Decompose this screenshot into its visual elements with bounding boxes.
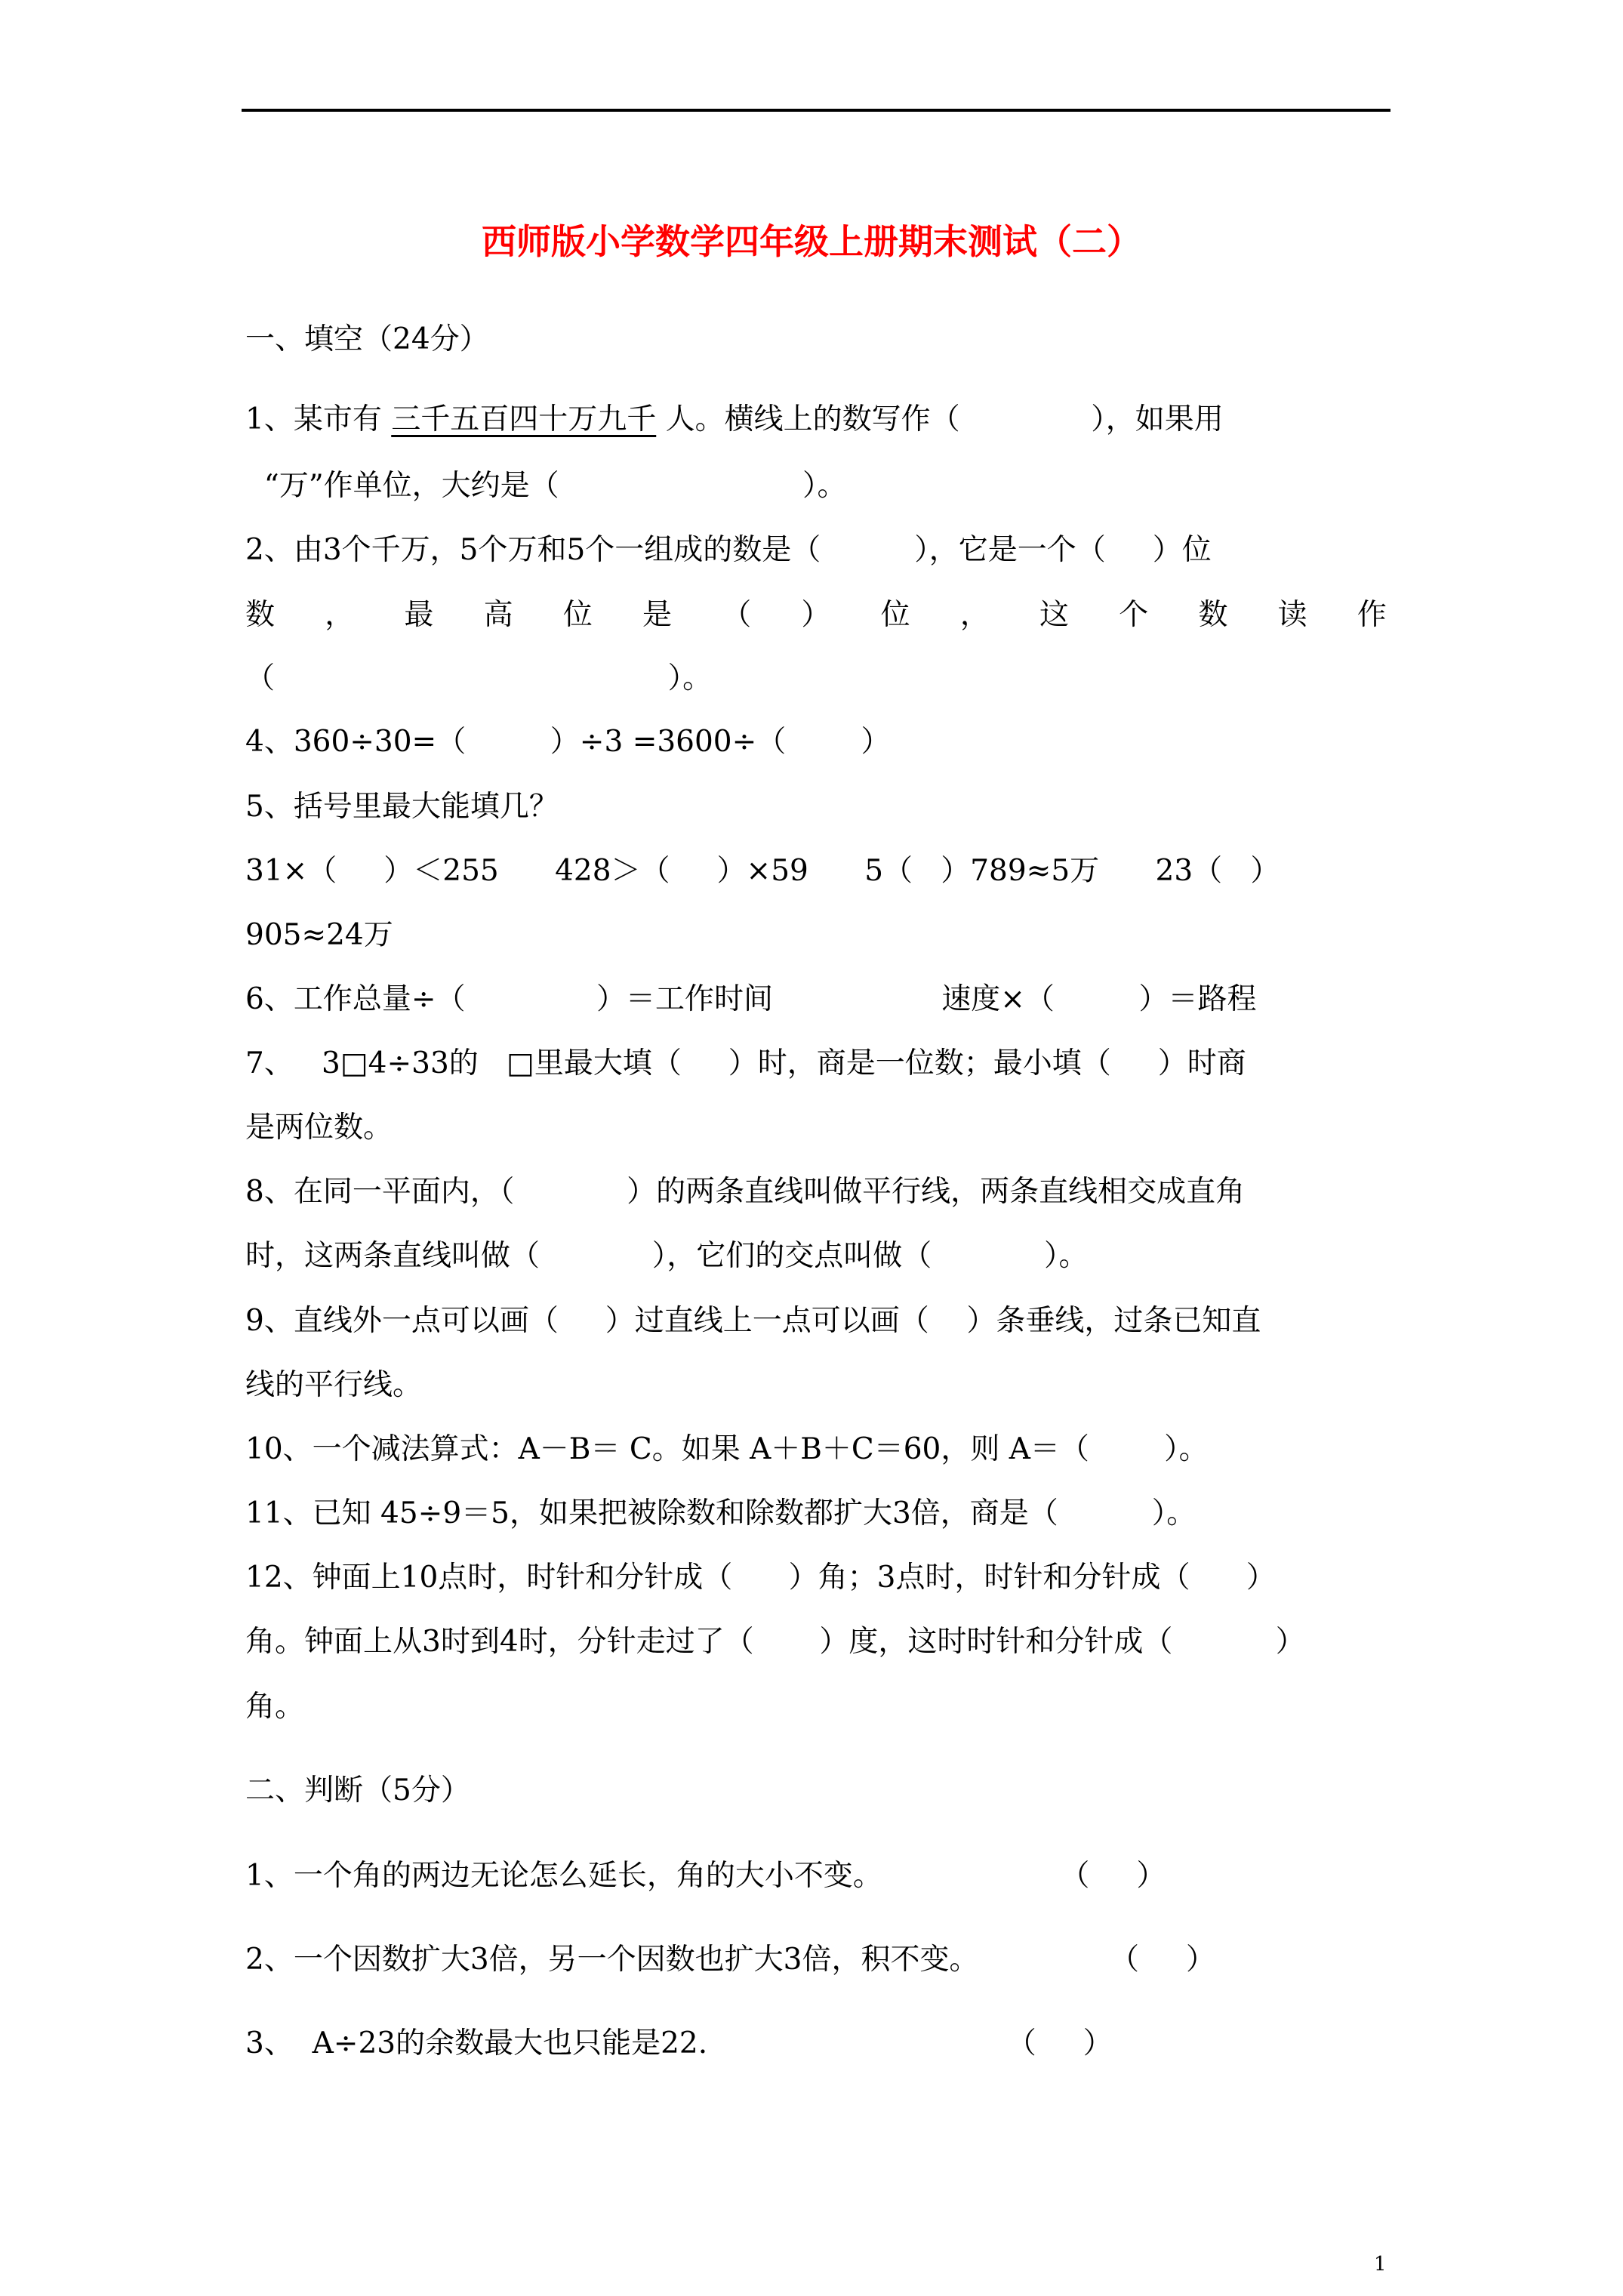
q2-word: ， (959, 598, 990, 632)
q2-word: 最 (404, 598, 434, 632)
question-8-line-2: 时，这两条直线叫做（ ），它们的交点叫做（ ）。 (245, 1239, 1089, 1273)
section-1-heading: 一、填空（24分） (245, 322, 489, 356)
question-7-line-1: 7、 3□4÷33的 □里最大填（ ）时，商是一位数；最小填（ ）时商 (245, 1046, 1246, 1080)
q2-word: （ (722, 598, 752, 632)
q2-word: 这 (1039, 598, 1070, 632)
q2-word: 位 (880, 598, 910, 632)
question-4-line-1: 4、360÷30=（ ）÷3 =3600÷（ ） (245, 725, 891, 759)
page-number: 1 (1374, 2253, 1387, 2276)
question-10-line-1: 10、一个减法算式：A－B＝ C。如果 A＋B＋C＝60，则 A＝（ ）。 (245, 1432, 1209, 1466)
question-12-line-1: 12、钟面上10点时，时针和分针成（ ）角；3点时，时针和分针成（ ） (245, 1561, 1276, 1595)
question-5-line-2: 31×（ ）＜255 428＞（ ）×59 5（ ）789≈5万 23（ ） (245, 854, 1280, 888)
question-1-line-1 (245, 400, 1224, 439)
question-1-prefix: 1、某市有 (245, 402, 392, 436)
judgement-2: 2、一个因数扩大3倍，另一个因数也扩大3倍，积不变。 （ ） (245, 1943, 1215, 1977)
q2-word: 数 (245, 598, 276, 632)
q2-word: 是 (642, 598, 673, 632)
question-11-line-1: 11、已知 45÷9＝5，如果把被除数和除数都扩大3倍，商是（ ）。 (245, 1496, 1196, 1530)
question-1-underlined-number: 三千五百四十万九千 (391, 402, 657, 436)
question-9-line-2: 线的平行线。 (245, 1368, 423, 1402)
question-2-line-2 (245, 596, 1387, 635)
q2-word: 位 (562, 598, 593, 632)
question-5-line-1: 5、括号里最大能填几？ (245, 790, 559, 824)
judgement-1: 1、一个角的两边无论怎么延长，角的大小不变。 （ ） (245, 1859, 1166, 1893)
question-2-line-1: 2、由3个千万，5个万和5个一组成的数是（ ），它是一个（ ）位 (245, 533, 1212, 567)
q2-word: 读 (1277, 598, 1307, 632)
judgement-3: 3、 A÷23的余数最大也只能是22. （ ） (245, 2026, 1113, 2060)
question-8-line-1: 8、在同一平面内，（ ）的两条直线叫做平行线，两条直线相交成直角 (245, 1175, 1246, 1209)
header-rule (242, 109, 1390, 112)
q2-word: 数 (1198, 598, 1228, 632)
page-title: 西师版小学数学四年级上册期末测试（二） (482, 221, 1141, 262)
q2-word: 个 (1119, 598, 1149, 632)
question-9-line-1: 9、直线外一点可以画（ ）过直线上一点可以画（ ）条垂线，过条已知直 (245, 1304, 1261, 1338)
q2-word: ） (801, 598, 831, 632)
question-5-line-3: 905≈24万 (245, 918, 393, 952)
question-12-line-2: 角。钟面上从3时到4时，分针走过了（ ）度，这时时针和分针成（ ） (245, 1625, 1305, 1659)
section-2-heading: 二、判断（5分） (245, 1774, 470, 1808)
q2-word: 作 (1357, 598, 1387, 632)
question-7-line-2: 是两位数。 (245, 1111, 393, 1145)
question-2-line-3: （ ）。 (245, 661, 713, 695)
question-1-line-2: “万”作单位，大约是（ ）。 (245, 469, 847, 503)
q2-word: 高 (483, 598, 513, 632)
question-6-line-1: 6、工作总量÷（ ）＝工作时间 速度×（ ）＝路程 (245, 982, 1257, 1016)
question-12-line-3: 角。 (245, 1690, 305, 1724)
question-1-suffix: 人。横线上的数写作（ ），如果用 (656, 402, 1224, 436)
q2-word: ， (325, 598, 355, 632)
